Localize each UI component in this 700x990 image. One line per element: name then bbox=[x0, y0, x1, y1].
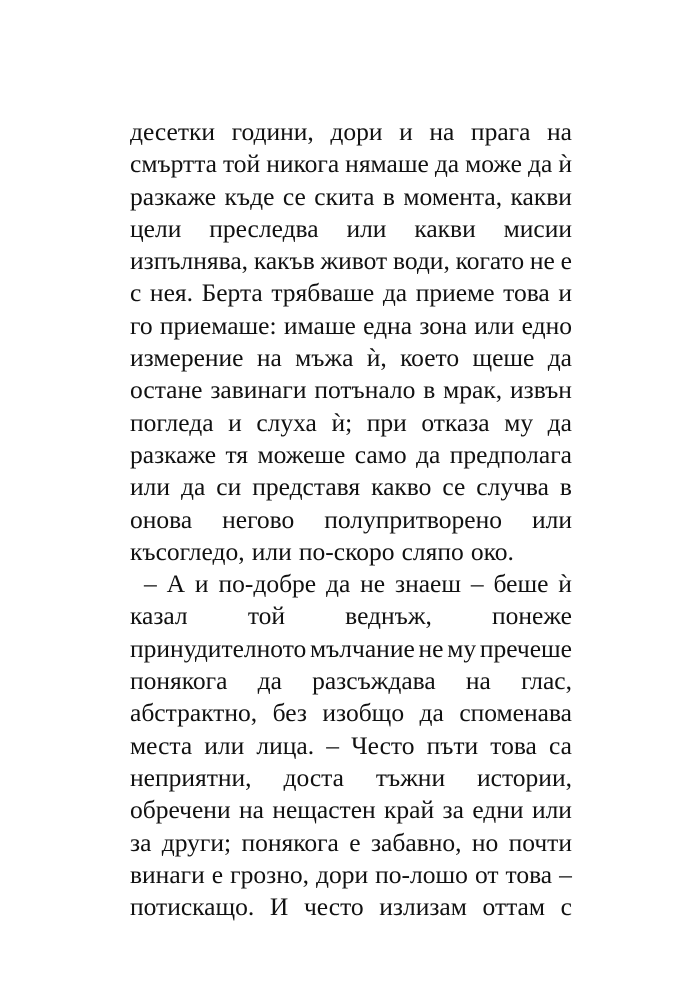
word: и bbox=[558, 278, 572, 308]
word: пречеше bbox=[479, 633, 572, 663]
word: – bbox=[144, 569, 157, 599]
word: край bbox=[384, 795, 435, 825]
word: оттам bbox=[482, 892, 545, 922]
word: години, bbox=[231, 117, 314, 146]
word: дори bbox=[316, 859, 369, 889]
word: око. bbox=[470, 536, 514, 566]
word: сляпо bbox=[401, 536, 464, 566]
word: дори bbox=[330, 117, 383, 146]
word: ѝ bbox=[558, 569, 572, 599]
text-line bbox=[130, 407, 572, 439]
word: онова bbox=[130, 504, 193, 534]
word: остане bbox=[130, 375, 203, 405]
word: имаше bbox=[283, 310, 356, 340]
word: момента, bbox=[403, 181, 503, 211]
word: разкаже bbox=[130, 439, 217, 469]
text-line bbox=[130, 730, 572, 762]
word: – bbox=[326, 730, 339, 760]
word: му bbox=[447, 633, 477, 663]
word: погледа bbox=[130, 407, 214, 437]
word: мисии bbox=[503, 213, 572, 243]
word: или bbox=[251, 536, 292, 566]
word: – bbox=[559, 859, 572, 889]
word: или bbox=[204, 730, 245, 760]
word: изобщо bbox=[322, 698, 405, 728]
text-line bbox=[130, 277, 572, 309]
word: живот bbox=[320, 246, 388, 276]
word: предполага bbox=[449, 439, 572, 469]
word: лица. bbox=[256, 730, 315, 760]
text-line bbox=[130, 600, 572, 632]
text-line bbox=[130, 794, 572, 826]
word: какво bbox=[371, 472, 432, 502]
word: са bbox=[548, 730, 572, 760]
word: понеже bbox=[492, 601, 572, 631]
word: веднъж, bbox=[345, 601, 432, 631]
word: излизам bbox=[379, 892, 467, 922]
word: го bbox=[130, 310, 153, 340]
word: да bbox=[434, 149, 460, 179]
text-line bbox=[130, 116, 572, 148]
word: да bbox=[416, 439, 441, 469]
word: в bbox=[423, 375, 436, 405]
word: не bbox=[360, 569, 386, 599]
word: една bbox=[363, 310, 413, 340]
word: и bbox=[228, 407, 242, 437]
word: или bbox=[346, 213, 387, 243]
word: с bbox=[560, 892, 572, 922]
text-line bbox=[130, 859, 572, 891]
word: знаеш bbox=[395, 569, 461, 599]
text-line bbox=[130, 310, 572, 342]
word: може bbox=[465, 149, 522, 179]
word: което bbox=[400, 343, 460, 373]
word: завинаги bbox=[210, 375, 307, 405]
word: прага bbox=[470, 117, 531, 146]
word: по-скоро bbox=[298, 536, 395, 566]
word: никога bbox=[266, 149, 340, 179]
word: споменава bbox=[459, 698, 572, 728]
word: можеше bbox=[257, 439, 346, 469]
word: когато bbox=[455, 246, 525, 276]
word: беше bbox=[493, 569, 549, 599]
word: с bbox=[130, 278, 142, 308]
text-line bbox=[130, 148, 572, 180]
word: какви bbox=[510, 181, 572, 211]
word: разсъждава bbox=[312, 666, 436, 696]
word: грозно, bbox=[230, 859, 309, 889]
word: да bbox=[181, 472, 206, 502]
word: да bbox=[419, 698, 444, 728]
word: без bbox=[272, 698, 307, 728]
word: на bbox=[547, 117, 572, 146]
word: или bbox=[474, 310, 515, 340]
text-line bbox=[130, 181, 572, 213]
word: мрак, bbox=[443, 375, 503, 405]
word: ѝ; bbox=[331, 407, 353, 437]
word: щеше bbox=[472, 343, 535, 373]
word: доста bbox=[283, 762, 344, 792]
word: нещастен bbox=[272, 795, 376, 825]
word: или bbox=[130, 472, 171, 502]
word: нямаше bbox=[345, 149, 429, 179]
word: на bbox=[429, 117, 455, 146]
word: абстрактно, bbox=[130, 698, 258, 728]
word: да bbox=[547, 407, 572, 437]
word: преследва bbox=[209, 213, 319, 243]
word: му bbox=[504, 407, 534, 437]
word: неприятни, bbox=[130, 762, 252, 792]
word: е bbox=[211, 859, 224, 889]
word: казал bbox=[130, 601, 188, 631]
word: по-лошо bbox=[375, 859, 468, 889]
word: други; bbox=[161, 827, 232, 857]
word: и bbox=[194, 569, 209, 599]
word: приемаше: bbox=[159, 310, 277, 340]
text-line bbox=[130, 891, 572, 923]
word: при bbox=[366, 407, 407, 437]
word: си bbox=[216, 472, 242, 502]
word: потискащо. bbox=[130, 892, 255, 922]
text-line bbox=[130, 568, 572, 600]
word: да bbox=[528, 149, 553, 179]
text-line bbox=[130, 536, 572, 568]
text-line bbox=[130, 504, 572, 536]
word: забавно, bbox=[370, 827, 462, 857]
word: приеме bbox=[415, 278, 495, 308]
word: Често bbox=[351, 730, 415, 760]
word: от bbox=[474, 859, 499, 889]
word: той bbox=[247, 601, 286, 631]
word: мъжа bbox=[295, 343, 354, 373]
word: това bbox=[490, 730, 537, 760]
word: трябваше bbox=[271, 278, 375, 308]
word: какви bbox=[414, 213, 476, 243]
word: цели bbox=[130, 213, 182, 243]
word: само bbox=[354, 439, 407, 469]
text-line bbox=[130, 665, 572, 697]
word: А bbox=[166, 569, 186, 599]
word: принудителното bbox=[130, 633, 307, 663]
text-line bbox=[130, 213, 572, 245]
text-line bbox=[130, 342, 572, 374]
word: скита bbox=[314, 181, 375, 211]
word: или bbox=[531, 504, 572, 534]
word: полупритворено bbox=[324, 504, 503, 534]
word: какъв bbox=[253, 246, 315, 276]
word: Берта bbox=[201, 278, 263, 308]
word: е bbox=[560, 246, 572, 276]
word: води, bbox=[392, 246, 450, 276]
word: се bbox=[282, 181, 306, 211]
word: тъжни bbox=[375, 762, 446, 792]
word: глас, bbox=[521, 666, 572, 696]
word: не bbox=[529, 246, 555, 276]
text-line bbox=[130, 633, 572, 665]
text-line bbox=[130, 374, 572, 406]
word: да bbox=[257, 666, 282, 696]
text-line bbox=[130, 439, 572, 471]
word: в bbox=[382, 181, 395, 211]
word: ѝ, bbox=[366, 343, 387, 373]
text-line bbox=[130, 245, 572, 277]
word: да bbox=[325, 569, 351, 599]
word: той bbox=[223, 149, 261, 179]
word: на bbox=[238, 795, 264, 825]
text-line bbox=[130, 827, 572, 859]
word: да bbox=[547, 343, 572, 373]
word: десетки bbox=[130, 117, 216, 146]
text-line bbox=[130, 762, 572, 794]
word: пъти bbox=[426, 730, 479, 760]
word: или bbox=[531, 795, 572, 825]
text-line bbox=[130, 471, 572, 503]
word: на bbox=[256, 343, 282, 373]
word: нея. bbox=[149, 278, 193, 308]
word: късогледо, bbox=[130, 536, 245, 566]
word: почти bbox=[508, 827, 572, 857]
text-line bbox=[130, 697, 572, 729]
word: изпълнява, bbox=[130, 246, 249, 276]
word: често bbox=[303, 892, 364, 922]
word: е bbox=[349, 827, 361, 857]
word: измерение bbox=[130, 343, 244, 373]
word: понякога bbox=[241, 827, 339, 857]
word: зона bbox=[419, 310, 467, 340]
word: къде bbox=[224, 181, 275, 211]
word: това bbox=[505, 859, 553, 889]
word: винаги bbox=[130, 859, 205, 889]
word: потънало bbox=[314, 375, 416, 405]
word: негово bbox=[222, 504, 295, 534]
word: смъртта bbox=[130, 149, 217, 179]
word: – bbox=[470, 569, 484, 599]
word: места bbox=[130, 730, 193, 760]
body-text bbox=[130, 116, 572, 923]
word: това bbox=[503, 278, 550, 308]
word: понякога bbox=[130, 666, 228, 696]
word: в bbox=[559, 472, 572, 502]
word: но bbox=[471, 827, 499, 857]
word: отказа bbox=[421, 407, 490, 437]
word: обречени bbox=[130, 795, 231, 825]
word: извън bbox=[509, 375, 572, 405]
word: И bbox=[269, 892, 289, 922]
word: случва bbox=[476, 472, 549, 502]
word: да bbox=[382, 278, 408, 308]
word: тя bbox=[225, 439, 249, 469]
word: не bbox=[418, 633, 444, 663]
word: мълчание bbox=[309, 633, 415, 663]
word: разкаже bbox=[130, 181, 217, 211]
word: на bbox=[465, 666, 491, 696]
word: слуха bbox=[256, 407, 317, 437]
word: за bbox=[442, 795, 464, 825]
word: за bbox=[130, 827, 152, 857]
word: се bbox=[442, 472, 466, 502]
word: ѝ bbox=[558, 149, 572, 179]
word: и bbox=[399, 117, 413, 146]
word: едни bbox=[472, 795, 524, 825]
word: истории, bbox=[477, 762, 572, 792]
word: по-добре bbox=[218, 569, 317, 599]
word: представя bbox=[252, 472, 361, 502]
word: едно bbox=[521, 310, 572, 340]
